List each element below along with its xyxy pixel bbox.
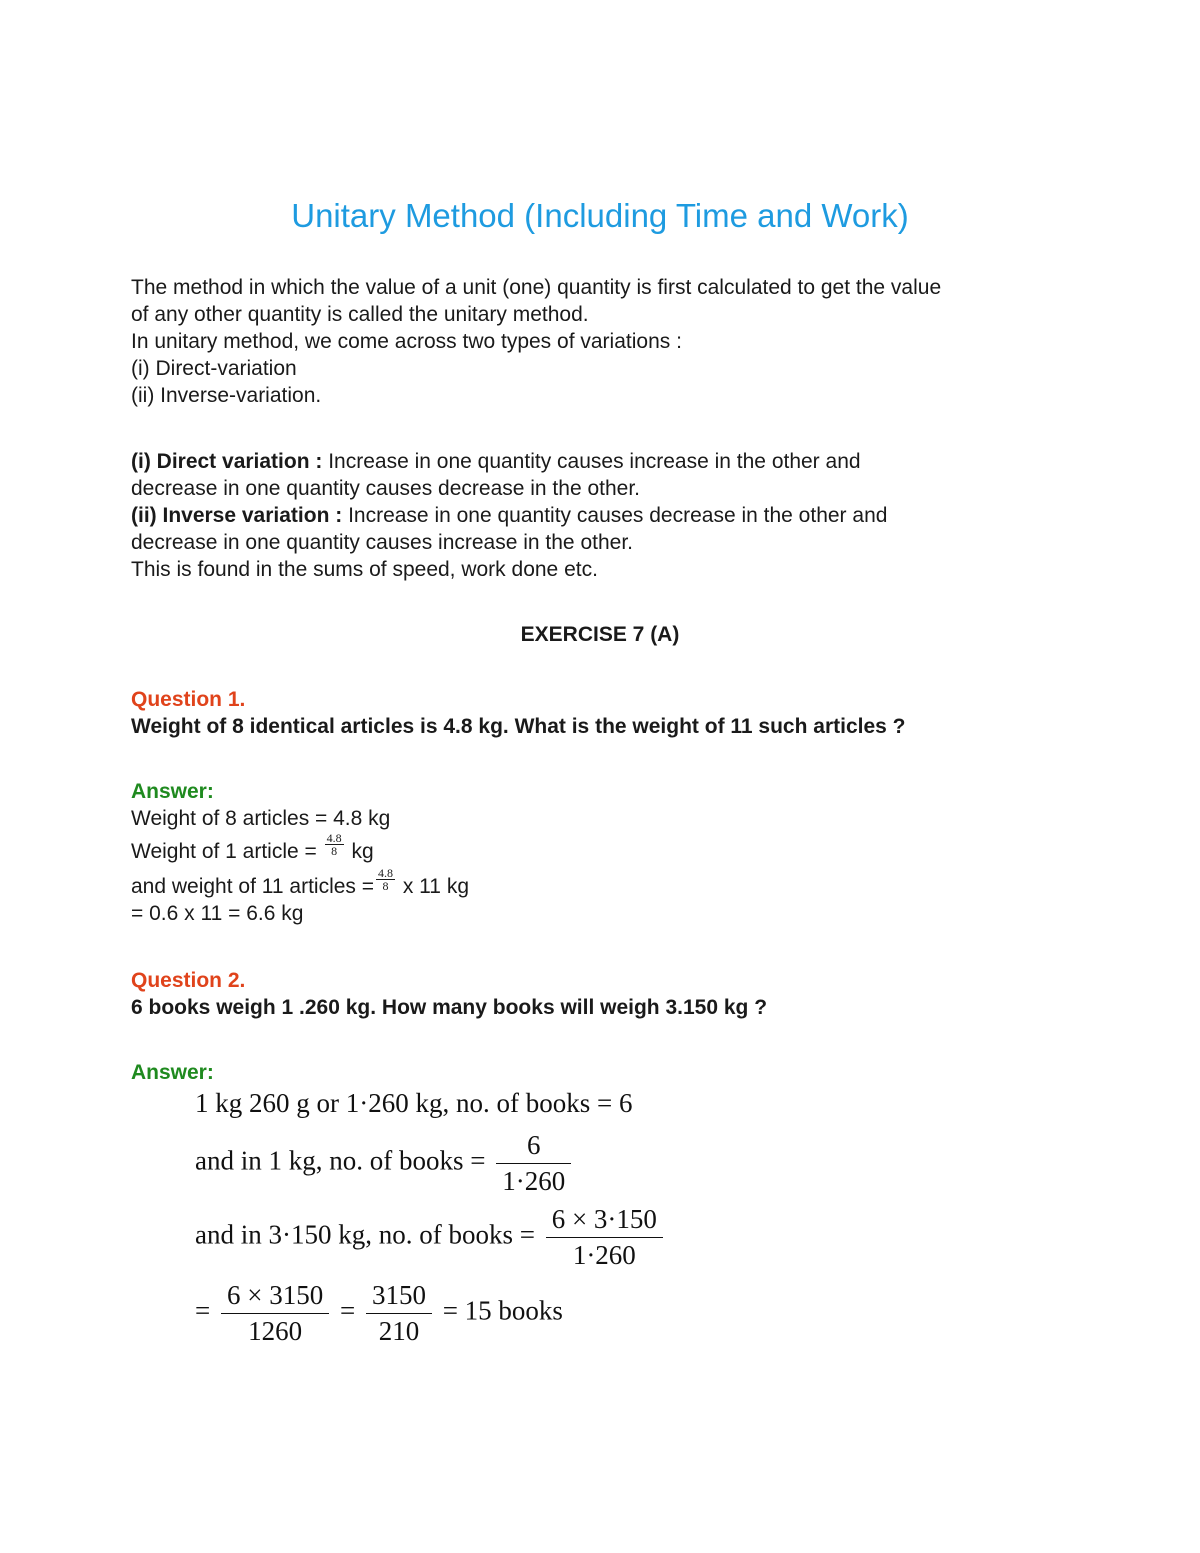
- fraction: [366, 1280, 432, 1347]
- question-2: [131, 967, 1091, 1021]
- intro-line: (i) Direct-variation: [131, 357, 297, 380]
- fraction-denominator: 1·260: [502, 1166, 566, 1196]
- answer-text: x 11 kg: [397, 875, 469, 898]
- solution-text: = 15 books: [442, 1295, 563, 1326]
- fraction: [546, 1204, 663, 1271]
- fraction: [325, 832, 344, 857]
- fraction-numerator: 4.8: [326, 830, 342, 845]
- answer-1: [131, 778, 1091, 927]
- fraction-numerator: 6 × 3150: [221, 1280, 329, 1314]
- intro-line: of any other quantity is called the unitary method.: [131, 303, 589, 326]
- question-label: Question 1.: [131, 688, 246, 711]
- answer-2: [131, 1059, 1091, 1086]
- question-1: [131, 686, 1091, 740]
- answer-line: [131, 865, 1091, 900]
- question-text: Weight of 8 identical articles is 4.8 kg. What is the weight of 11 such articles ?: [131, 715, 906, 738]
- direct-variation-text: decrease in one quantity causes decrease in the other.: [131, 477, 641, 500]
- solution-line: [195, 1130, 575, 1197]
- inverse-variation-line: [131, 502, 1091, 529]
- answer-text: Weight of 1 article =: [131, 840, 323, 863]
- inverse-variation-text: Increase in one quantity causes decrease in the other and: [342, 504, 888, 527]
- fraction-denominator: 1·260: [572, 1240, 636, 1270]
- solution-text: and in 1 kg, no. of books =: [195, 1145, 486, 1176]
- answer-line: [131, 830, 1091, 865]
- fraction: [376, 867, 395, 892]
- answer-text: kg: [345, 840, 374, 863]
- answer-line: = 0.6 x 11 = 6.6 kg: [131, 902, 304, 925]
- answer-line: Weight of 8 articles = 4.8 kg: [131, 807, 391, 830]
- fraction-denominator: 1260: [248, 1316, 303, 1346]
- intro-section: [131, 274, 1091, 409]
- answer-label: Answer:: [131, 780, 214, 803]
- fraction: [221, 1280, 329, 1347]
- direct-variation-label: (i) Direct variation :: [131, 450, 323, 473]
- intro-line: In unitary method, we come across two types of variations :: [131, 330, 682, 353]
- fraction-denominator: 210: [378, 1316, 420, 1346]
- intro-line: (ii) Inverse-variation.: [131, 384, 322, 407]
- solution-line: [195, 1280, 563, 1347]
- fraction-denominator: 8: [382, 878, 389, 893]
- inverse-variation-text: decrease in one quantity causes increase in the other.: [131, 531, 633, 554]
- answer-text: and weight of 11 articles =: [131, 875, 375, 898]
- answer-label: Answer:: [131, 1061, 214, 1084]
- variation-note: This is found in the sums of speed, work done etc.: [131, 558, 598, 581]
- intro-line: The method in which the value of a unit (one) quantity is first calculated to get the value: [131, 276, 942, 299]
- exercise-heading: EXERCISE 7 (A): [520, 623, 680, 646]
- fraction-numerator: 6 × 3·150: [546, 1204, 663, 1238]
- solution-line: 1 kg 260 g or 1·260 kg, no. of books = 6: [195, 1088, 633, 1118]
- solution-text: and in 3·150 kg, no. of books =: [195, 1219, 535, 1250]
- question-text: 6 books weigh 1 .260 kg. How many books will weigh 3.150 kg ?: [131, 996, 768, 1019]
- fraction: [496, 1130, 571, 1197]
- fraction-numerator: 6: [496, 1130, 571, 1164]
- definitions-section: [131, 448, 1091, 583]
- solution-text: =: [195, 1295, 211, 1326]
- solution-line: [195, 1204, 667, 1271]
- answer-2-solution: [195, 1088, 895, 1358]
- page-title: Unitary Method (Including Time and Work): [291, 197, 909, 234]
- fraction-denominator: 8: [331, 843, 338, 858]
- direct-variation-text: Increase in one quantity causes increase in the other and: [322, 450, 861, 473]
- fraction-numerator: 3150: [366, 1280, 432, 1314]
- direct-variation-line: [131, 448, 1091, 475]
- question-label: Question 2.: [131, 969, 246, 992]
- fraction-numerator: 4.8: [378, 865, 394, 880]
- inverse-variation-label: (ii) Inverse variation :: [131, 504, 343, 527]
- solution-text: =: [339, 1295, 356, 1326]
